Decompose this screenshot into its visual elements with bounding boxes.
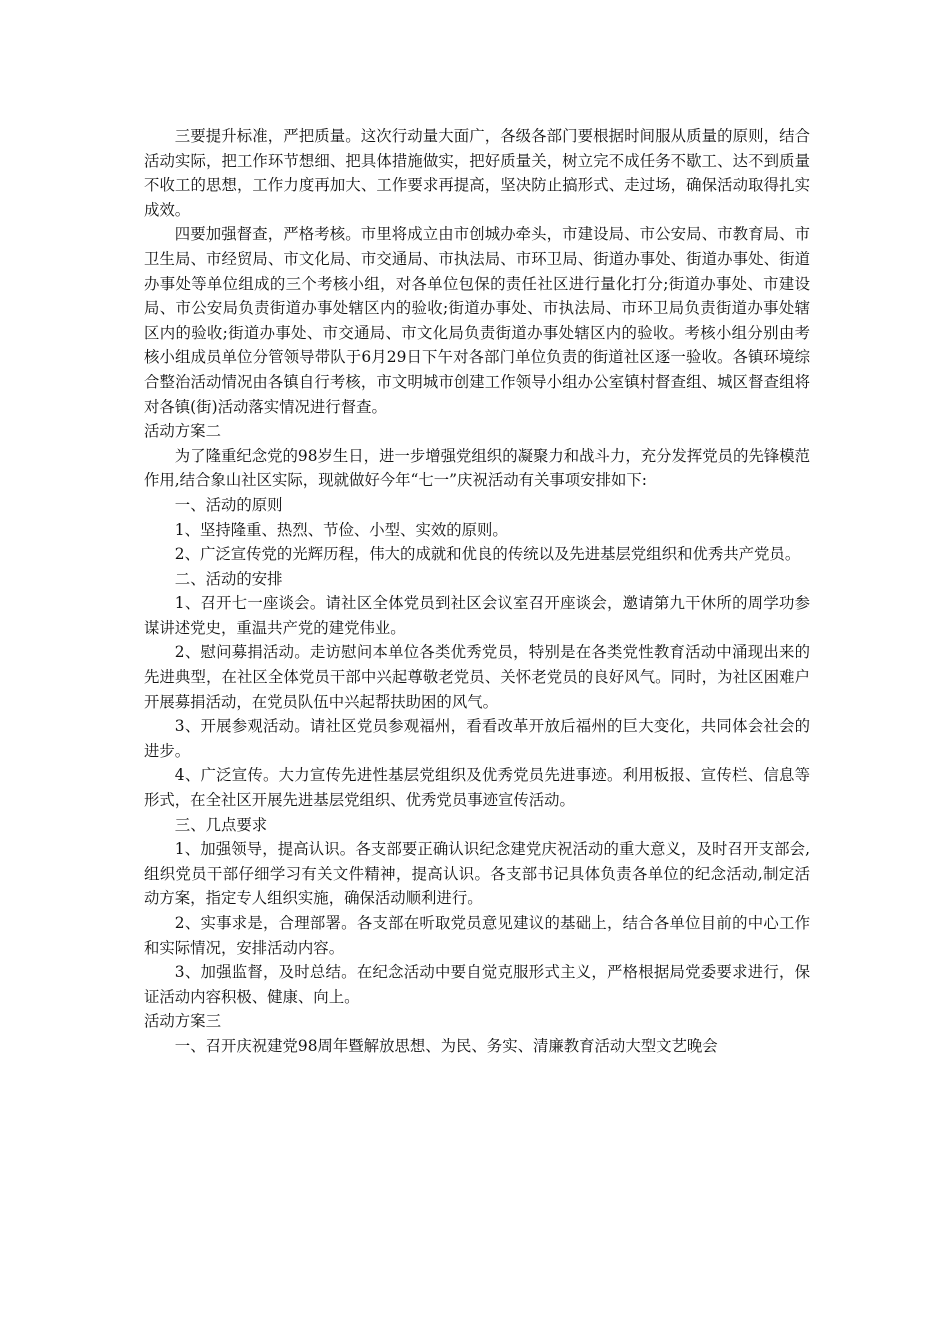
- list-item-requirement-1: 1、加强领导，提高认识。各支部要正确认识纪念建党庆祝活动的重大意义，及时召开支部会,组织党员干部仔细学习有关文件精神，提高认识。各支部书记具体负责各单位的纪念活动,制定活动方案，指定专人组织实施，确保活动顺利进行。: [144, 840, 810, 908]
- document-body: [144, 124, 810, 1059]
- paragraph-standard-quality: 三要提升标准，严把质量。这次行动量大面广，各级各部门要根据时间服从质量的原则，结合活动实际，把工作环节想细、把具体措施做实，把好质量关，树立完不成任务不歇工、达不到质量不收工的思想，工作力度再加大、工作要求再提高，坚决防止搞形式、走过场，确保活动取得扎实成效。: [144, 127, 810, 219]
- list-item-requirement-3: 3、加强监督，及时总结。在纪念活动中要自觉克服形式主义，严格根据局党委要求进行，保证活动内容积极、健康、向上。: [144, 963, 810, 1006]
- list-item-arrangement-3: 3、开展参观活动。请社区党员参观福州，看看改革开放后福州的巨大变化，共同体会社会的进步。: [144, 717, 810, 760]
- section-heading-plan-three: 活动方案三: [144, 1012, 221, 1031]
- list-item-arrangement-1: 1、召开七一座谈会。请社区全体党员到社区会议室召开座谈会，邀请第九干休所的周学功参谋讲述党史，重温共产党的建党伟业。: [144, 594, 810, 637]
- subheading-requirements: 三、几点要求: [174, 815, 268, 834]
- list-item-requirement-2: 2、实事求是，合理部署。各支部在听取党员意见建议的基础上，结合各单位目前的中心工作和实际情况，安排活动内容。: [144, 914, 810, 957]
- list-item-principle-2: 2、广泛宣传党的光辉历程，伟大的成就和优良的传统以及先进基层党组织和优秀共产党员。: [174, 545, 801, 564]
- paragraph-plan-two-intro: 为了隆重纪念党的98岁生日，进一步增强党组织的凝聚力和战斗力，充分发挥党员的先锋模范作用,结合象山社区实际，现就做好今年“七一”庆祝活动有关事项安排如下:: [144, 446, 811, 490]
- list-item-arrangement-2: 2、慰问募捐活动。走访慰问本单位各类优秀党员，特别是在各类党性教育活动中涌现出来的先进典型，在社区全体党员干部中兴起尊敬老党员、关怀老党员的良好风气。同时，为社区困难户开展募捐活动，在党员队伍中兴起帮扶助困的风气。: [144, 643, 810, 711]
- list-item-arrangement-4: 4、广泛宣传。大力宣传先进性基层党组织及优秀党员先进事迹。利用板报、宣传栏、信息等形式，在全社区开展先进基层党组织、优秀党员事迹宣传活动。: [144, 766, 810, 810]
- subheading-principles: 一、活动的原则: [174, 495, 283, 514]
- paragraph-supervision-assessment: 四要加强督查，严格考核。市里将成立由市创城办牵头，市建设局、市公安局、市教育局、市卫生局、市经贸局、市文化局、市交通局、市执法局、市环卫局、街道办事处、街道办事处、街道办事处等单位组成的三个考核小组，对各单位包保的责任社区进行量化打分;街道办事处、市建设局、市公安局负责街道办事处辖区内的验收;街道办事处、市执法局、市环卫局负责街道办事处辖区内的验收;街道办事处、市交通局、市文化局负责街道办事处辖区内的验收。考核小组分别由考核小组成员单位分管领导带队于6月29日下午对各部门单位负责的街道社区逐一验收。各镇环境综合整治活动情况由各镇自行考核，市文明城市创建工作领导小组办公室镇村督查组、城区督查组将对各镇(街)活动落实情况进行督查。: [144, 225, 810, 416]
- list-item-principle-1: 1、坚持隆重、热烈、节俭、小型、实效的原则。: [174, 520, 508, 539]
- section-heading-plan-two: 活动方案二: [144, 422, 221, 441]
- subheading-arrangements: 二、活动的安排: [174, 569, 283, 588]
- paragraph-plan-three-item-1: 一、召开庆祝建党98周年暨解放思想、为民、务实、清廉教育活动大型文艺晚会: [174, 1036, 718, 1055]
